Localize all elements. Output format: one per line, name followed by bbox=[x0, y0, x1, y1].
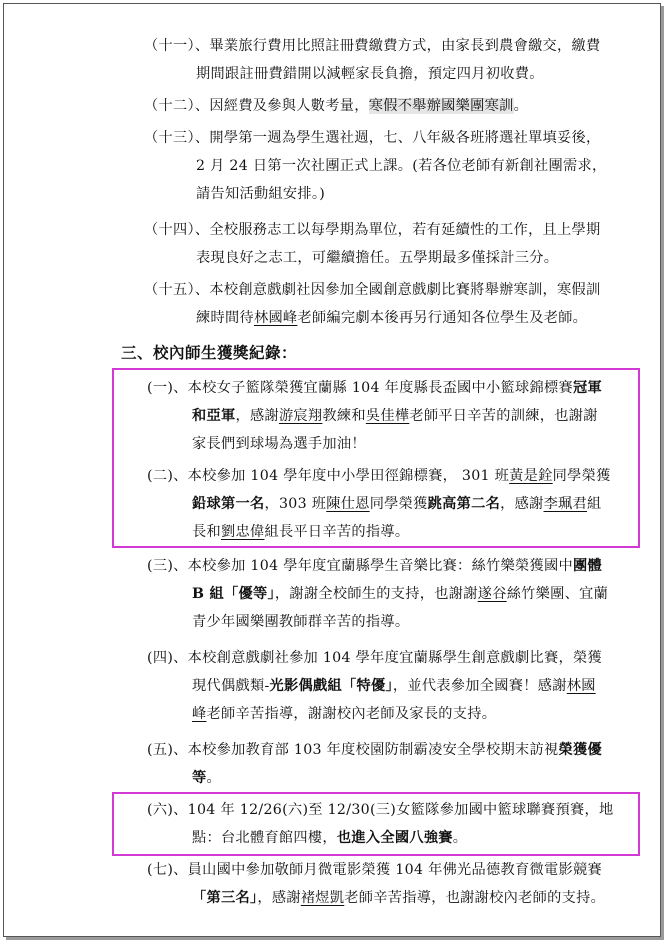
person-name: 林國峰 bbox=[253, 310, 298, 326]
item-text: 青少年國樂團教師群辛苦的指導。 bbox=[192, 614, 410, 630]
item-number: (三)、 bbox=[147, 558, 188, 574]
item-text: 本校參加教育部 103 年度校園防制霸凌安全學校期末訪視 bbox=[187, 742, 559, 758]
highlighted-text: 寒假不舉辦國樂團寒訓 bbox=[368, 98, 514, 114]
person-name: 劉忠偉 bbox=[220, 524, 265, 540]
item-text: 104 年 12/26(六)至 12/30(三)女籃隊參加國中籃球聯賽預賽，地 bbox=[187, 802, 614, 818]
bold-text: B 組「優等」 bbox=[192, 586, 275, 602]
item-text: 本校參加 104 學年度宜蘭縣學生音樂比賽：絲竹樂榮獲國中 bbox=[187, 558, 573, 574]
item-text: 現代偶戲類- bbox=[192, 678, 270, 694]
item-text: 本校創意戲劇社因參加全國創意戲劇比賽將舉辦寒訓，寒假訓 bbox=[209, 282, 601, 298]
item-text: 期間跟註冊費錯開以減輕家長負擔，預定四月初收費。 bbox=[196, 66, 544, 82]
item-text: 。 bbox=[452, 830, 468, 846]
person-name: 峰 bbox=[192, 706, 207, 722]
item-text: ，感謝 bbox=[500, 496, 544, 512]
item-text: 教練和 bbox=[322, 408, 366, 424]
item-text: 組長平日辛苦的指導。 bbox=[264, 524, 410, 540]
item-text: ，謝謝全校師生的支持，也謝謝 bbox=[274, 586, 478, 602]
award-item-1 bbox=[147, 374, 637, 458]
item-text: ，303 班 bbox=[264, 496, 327, 512]
bold-text: 榮獲優 bbox=[558, 742, 602, 758]
section-heading: 三、校內師生獲獎紀錄： bbox=[121, 343, 298, 362]
item-number: (七)、 bbox=[147, 862, 188, 878]
item-text: 表現良好之志工，可繼續擔任。五學期最多僅採計三分。 bbox=[196, 250, 559, 266]
item-text: 本校女子籃隊榮獲宜蘭縣 104 年度縣長盃國中小籃球錦標賽 bbox=[187, 380, 573, 396]
item-text: 開學第一週為學生選社週，七、八年級各班將選社單填妥後， bbox=[209, 130, 601, 146]
award-item-6 bbox=[147, 796, 637, 852]
item-text: 組 bbox=[587, 496, 602, 512]
person-name: 李珮君 bbox=[543, 496, 588, 512]
document-page bbox=[3, 3, 661, 937]
item-text: ，並代表參加全國賽！感謝 bbox=[392, 678, 567, 694]
bold-text: 也進入全國八強賽 bbox=[336, 830, 453, 846]
item-number: (五)、 bbox=[147, 742, 188, 758]
item-text: 本校創意戲劇社參加 104 學年度宜蘭縣學生創意戲劇比賽，榮獲 bbox=[187, 650, 602, 666]
bold-text: 團體 bbox=[572, 558, 602, 574]
item-number: （十四）、 bbox=[144, 222, 210, 238]
item-text: 同學榮獲 bbox=[369, 496, 428, 512]
bold-text: 等 bbox=[192, 770, 207, 786]
item-number: （十一）、 bbox=[144, 38, 210, 54]
person-name: 游宸翔 bbox=[278, 408, 323, 424]
person-name: 褚煜凱 bbox=[300, 890, 345, 906]
item-15 bbox=[144, 276, 634, 332]
item-text: 點：台北體育館四樓， bbox=[192, 830, 337, 846]
item-text: ，感謝 bbox=[235, 408, 279, 424]
item-number: (四)、 bbox=[147, 650, 188, 666]
item-text: 。 bbox=[206, 770, 221, 786]
bold-text: 跳高第二名 bbox=[427, 496, 501, 512]
person-name: 吳佳樺 bbox=[365, 408, 410, 424]
item-text: ，感謝 bbox=[257, 890, 301, 906]
person-name: 林國 bbox=[566, 678, 596, 694]
item-text: 家長們到球場為選手加油！ bbox=[192, 436, 366, 452]
item-text: 全校服務志工以每學期為單位，若有延續性的工作，且上學期 bbox=[209, 222, 601, 238]
person-name: 黃是銓 bbox=[509, 468, 553, 484]
item-text: 畢業旅行費用比照註冊費繳費方式，由家長到農會繳交，繳費 bbox=[209, 38, 601, 54]
person-name: 陳仕恩 bbox=[326, 496, 370, 512]
bold-text: 和亞軍 bbox=[192, 408, 236, 424]
item-11 bbox=[144, 32, 634, 88]
bold-text: 「第三名」 bbox=[192, 890, 258, 906]
item-text: 請告知活動組安排。) bbox=[196, 186, 326, 202]
bold-text: 鉛球第一名 bbox=[192, 496, 265, 512]
bold-text: 冠軍 bbox=[572, 380, 602, 396]
item-text: 絲竹樂團、宜蘭 bbox=[506, 586, 609, 602]
item-number: (一)、 bbox=[147, 380, 188, 396]
item-number: （十五）、 bbox=[144, 282, 210, 298]
item-text: 老師平日辛苦的訓練，也謝謝 bbox=[409, 408, 598, 424]
item-number: （十三）、 bbox=[144, 130, 210, 146]
item-number: (六)、 bbox=[147, 802, 188, 818]
item-text: 老師辛苦指導，謝謝校內老師及家長的支持。 bbox=[206, 706, 497, 722]
item-text: 同學榮獲 bbox=[552, 468, 611, 484]
award-item-2 bbox=[147, 462, 637, 546]
bold-text: 光影偶戲組「特優」 bbox=[269, 678, 393, 694]
item-12 bbox=[144, 92, 634, 120]
item-text: 練時間待 bbox=[196, 310, 254, 326]
item-number: （十二）、 bbox=[144, 98, 210, 114]
item-text: 員山國中參加敬師月微電影榮獲 104 年佛光品德教育微電影競賽 bbox=[187, 862, 602, 878]
item-text: 。 bbox=[513, 98, 529, 114]
item-13 bbox=[144, 124, 634, 208]
item-text: 2 月 24 日第一次社團正式上課。(若各位老師有新創社團需求， bbox=[196, 158, 607, 174]
item-number: (二)、 bbox=[147, 468, 188, 484]
award-item-7 bbox=[147, 856, 637, 912]
item-14 bbox=[144, 216, 634, 272]
award-item-4 bbox=[147, 644, 637, 728]
item-text: 老師辛苦指導，也謝謝校內老師的支持。 bbox=[344, 890, 606, 906]
person-name: 遂谷 bbox=[477, 586, 507, 602]
item-text: 本校參加 104 學年度中小學田徑錦標賽， 301 班 bbox=[187, 468, 510, 484]
award-item-5 bbox=[147, 736, 637, 792]
item-text: 因經費及參與人數考量， bbox=[209, 98, 369, 114]
item-text: 老師編完劇本後再另行通知各位學生及老師。 bbox=[297, 310, 588, 326]
item-text: 長和 bbox=[192, 524, 221, 540]
award-item-3 bbox=[147, 552, 637, 636]
